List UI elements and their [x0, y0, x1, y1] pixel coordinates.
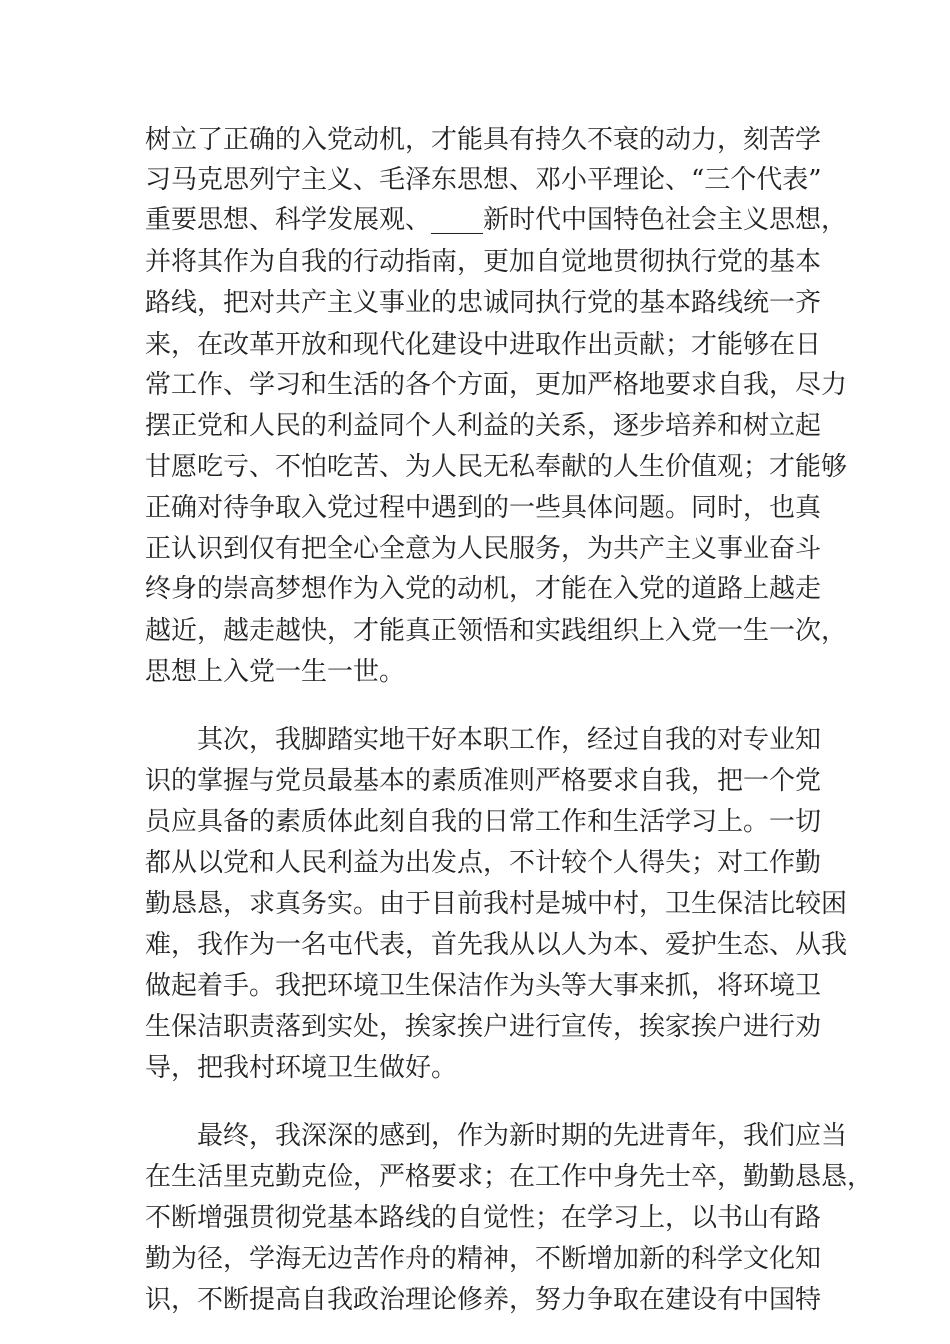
- text-line: [145, 844, 822, 882]
- text-line: [145, 161, 822, 199]
- text-line: [145, 762, 822, 800]
- line-text: 难，我作为一名屯代表，首先我从以人为本、爱护生态、从我: [145, 930, 848, 960]
- line-text: 树立了正确的入党动机，才能具有持久不衰的动力，刻苦学: [145, 125, 822, 155]
- text-line: [145, 284, 822, 322]
- line-text: 越近，越走越快，才能真正领悟和实践组织上入党一生一次，: [145, 616, 848, 646]
- text-line: [145, 885, 848, 923]
- text-line: [145, 1049, 810, 1087]
- text-line: [145, 489, 822, 527]
- line-text: 勤为径，学海无边苦作舟的精神，不断增加新的科学文化知: [145, 1244, 822, 1274]
- text-line: [145, 1240, 822, 1278]
- text-line: [145, 448, 848, 486]
- line-text: 路线，把对共产主义事业的忠诚同执行党的基本路线统一齐: [145, 288, 822, 318]
- line-text: 来，在改革开放和现代化建设中进取作出贡献；才能够在日: [145, 330, 822, 360]
- text-line: [145, 926, 848, 964]
- text-line: [145, 530, 822, 568]
- text-line: [145, 612, 848, 650]
- text-line: [145, 570, 822, 608]
- line-text: 勤恳恳，求真务实。由于目前我村是城中村，卫生保洁比较困: [145, 889, 848, 919]
- line-text: 重要思想、科学发展观、____新时代中国特色社会主义思想，: [145, 205, 848, 235]
- text-line: [145, 803, 822, 841]
- text-line: [145, 326, 822, 364]
- line-text: 其次，我脚踏实地干好本职工作，经过自我的对专业知: [197, 725, 822, 755]
- line-text: 并将其作为自我的行动指南，更加自觉地贯彻执行党的基本: [145, 247, 822, 277]
- text-line: [145, 1008, 822, 1046]
- text-line: [145, 1199, 822, 1237]
- text-line: [145, 407, 822, 445]
- line-text: 在生活里克勤克俭，严格要求；在工作中身先士卒，勤勤恳恳，: [145, 1162, 874, 1192]
- line-text: 正确对待争取入党过程中遇到的一些具体问题。同时，也真: [145, 493, 822, 523]
- text-line: [145, 967, 822, 1005]
- text-line: [145, 121, 822, 159]
- line-text: 最终，我深深的感到，作为新时期的先进青年，我们应当: [197, 1121, 848, 1151]
- line-text: 都从以党和人民利益为出发点，不计较个人得失；对工作勤: [145, 848, 822, 878]
- line-text: 摆正党和人民的利益同个人利益的关系，逐步培养和树立起: [145, 411, 822, 441]
- line-text: 导，把我村环境卫生做好。: [145, 1053, 458, 1083]
- line-text: 员应具备的素质体此刻自我的日常工作和生活学习上。一切: [145, 807, 822, 837]
- text-line: [145, 1158, 874, 1196]
- text-line: [145, 653, 810, 691]
- line-text: 识，不断提高自我政治理论修养，努力争取在建设有中国特: [145, 1285, 822, 1315]
- line-text: 终身的崇高梦想作为入党的动机，才能在入党的道路上越走: [145, 574, 822, 604]
- line-text: 识的掌握与党员最基本的素质准则严格要求自我，把一个党: [145, 766, 822, 796]
- line-text: 习马克思列宁主义、毛泽东思想、邓小平理论、“三个代表”: [145, 165, 822, 195]
- line-text: 做起着手。我把环境卫生保洁作为头等大事来抓，将环境卫: [145, 971, 822, 1001]
- line-text: 生保洁职责落到实处，挨家挨户进行宣传，挨家挨户进行劝: [145, 1012, 822, 1042]
- text-line: [145, 1281, 822, 1319]
- line-text: 思想上入党一生一世。: [145, 657, 406, 687]
- line-text: 常工作、学习和生活的各个方面，更加严格地要求自我，尽力: [145, 370, 848, 400]
- text-line: [145, 201, 848, 239]
- text-line: [145, 243, 822, 281]
- text-line: [197, 721, 822, 759]
- text-line: [145, 366, 848, 404]
- text-line: [197, 1117, 848, 1155]
- line-text: 甘愿吃亏、不怕吃苦、为人民无私奉献的人生价值观；才能够: [145, 452, 848, 482]
- line-text: 正认识到仅有把全心全意为人民服务，为共产主义事业奋斗: [145, 534, 822, 564]
- line-text: 不断增强贯彻党基本路线的自觉性；在学习上，以书山有路: [145, 1203, 822, 1233]
